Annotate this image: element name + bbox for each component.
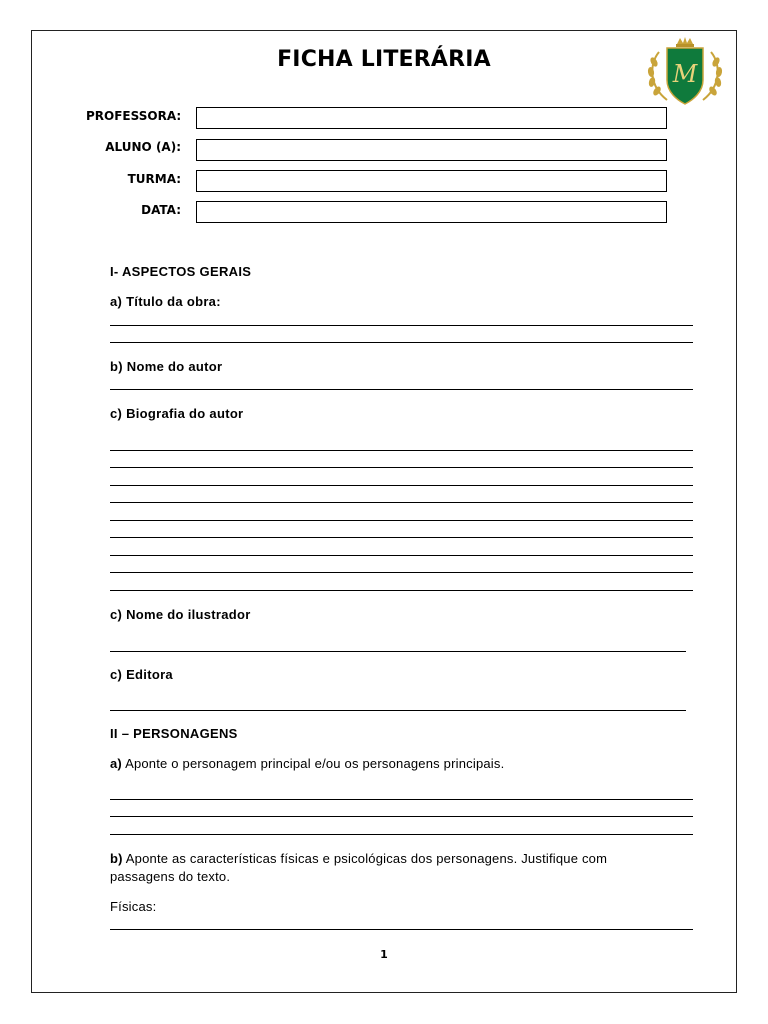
- answer-line[interactable]: [110, 929, 693, 930]
- answer-line[interactable]: [110, 710, 686, 711]
- data-input[interactable]: [196, 201, 667, 223]
- question-biografia-autor: c) Biografia do autor: [110, 406, 244, 421]
- question-nome-ilustrador: c) Nome do ilustrador: [110, 607, 251, 622]
- answer-line[interactable]: [110, 555, 693, 556]
- page-number: 1: [380, 948, 388, 961]
- question-editora: c) Editora: [110, 667, 173, 682]
- answer-line[interactable]: [110, 502, 693, 503]
- field-label-aluno: ALUNO (A):: [105, 140, 181, 154]
- field-label-turma: TURMA:: [127, 172, 181, 186]
- aluno-input[interactable]: [196, 139, 667, 161]
- answer-line[interactable]: [110, 389, 693, 390]
- answer-line[interactable]: [110, 572, 693, 573]
- field-label-data: DATA:: [141, 203, 181, 217]
- question-prefix: b): [110, 851, 123, 866]
- question-nome-autor: b) Nome do autor: [110, 359, 223, 374]
- answer-line[interactable]: [110, 325, 693, 326]
- label-fisicas: Físicas:: [110, 899, 157, 914]
- question-text-line2: passagens do texto.: [110, 869, 231, 884]
- professora-input[interactable]: [196, 107, 667, 129]
- answer-line[interactable]: [110, 467, 693, 468]
- school-crest-logo: [645, 34, 725, 110]
- answer-line[interactable]: [110, 816, 693, 817]
- answer-line[interactable]: [110, 450, 693, 451]
- question-personagem-principal: [110, 755, 504, 773]
- question-prefix: a): [110, 756, 122, 771]
- answer-line[interactable]: [110, 799, 693, 800]
- answer-line[interactable]: [110, 520, 693, 521]
- question-text: Aponte o personagem principal e/ou os personagens principais.: [125, 756, 505, 771]
- answer-line[interactable]: [110, 342, 693, 343]
- answer-line[interactable]: [110, 590, 693, 591]
- answer-line[interactable]: [110, 485, 693, 486]
- document-title: FICHA LITERÁRIA: [277, 47, 491, 72]
- answer-line[interactable]: [110, 834, 693, 835]
- answer-line[interactable]: [110, 651, 686, 652]
- section-heading-personagens: II – PERSONAGENS: [110, 726, 238, 741]
- field-label-professora: PROFESSORA:: [86, 109, 182, 123]
- section-heading-aspectos-gerais: I- ASPECTOS GERAIS: [110, 264, 252, 279]
- answer-line[interactable]: [110, 537, 693, 538]
- question-text-line1: Aponte as características físicas e psicológicas dos personagens. Justifique com: [125, 851, 608, 866]
- question-titulo-obra: a) Título da obra:: [110, 294, 221, 309]
- turma-input[interactable]: [196, 170, 667, 192]
- crest-letter: M: [672, 60, 698, 88]
- question-caracteristicas: [110, 850, 710, 886]
